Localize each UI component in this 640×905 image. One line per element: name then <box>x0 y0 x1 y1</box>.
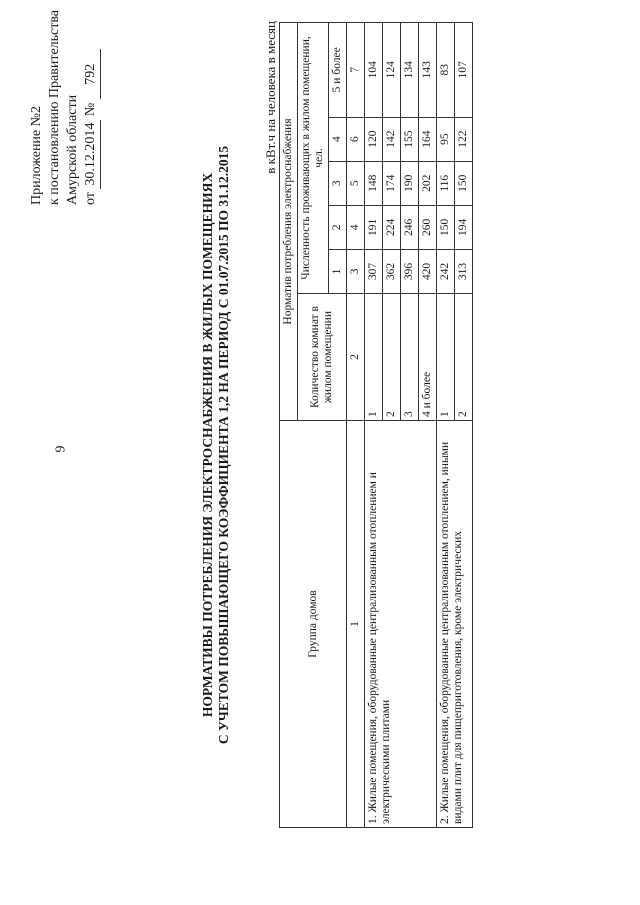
rooms-count: 1 <box>437 294 455 421</box>
table-row <box>437 23 455 828</box>
header-persons-1: 1 <box>329 249 347 293</box>
norm-value: 313 <box>455 249 473 293</box>
page-number: 9 <box>53 445 69 453</box>
norm-value: 134 <box>401 23 419 118</box>
norm-value: 164 <box>419 117 437 161</box>
norm-value: 190 <box>401 161 419 205</box>
norm-value: 148 <box>365 161 383 205</box>
norm-value: 260 <box>419 205 437 249</box>
header-rooms: Количество комнат в жилом помещении <box>298 294 347 421</box>
column-number-4: 4 <box>347 205 365 249</box>
norm-value: 224 <box>383 205 401 249</box>
column-number-7: 7 <box>347 23 365 118</box>
appendix-line-3: Амурской области <box>65 94 80 205</box>
group-name-1: 1. Жилые помещения, оборудованные централизованным отоплением и электрическими плитами <box>365 421 437 828</box>
date-prefix: от <box>83 192 98 205</box>
norm-value: 246 <box>401 205 419 249</box>
norm-value: 95 <box>437 117 455 161</box>
norm-value: 362 <box>383 249 401 293</box>
norm-value: 143 <box>419 23 437 118</box>
appendix-date-line <box>82 5 101 205</box>
appendix-line-1: Приложение №2 <box>29 106 44 205</box>
norm-value: 420 <box>419 249 437 293</box>
header-persons-2: 2 <box>329 205 347 249</box>
rooms-count: 4 и более <box>419 294 437 421</box>
norm-value: 242 <box>437 249 455 293</box>
header-persons-3: 3 <box>329 161 347 205</box>
norm-value: 104 <box>365 23 383 118</box>
appendix-header <box>28 5 101 205</box>
header-persons: Численность проживающих в жилом помещении, чел. <box>298 23 329 294</box>
norm-value: 120 <box>365 117 383 161</box>
header-persons-5: 5 и более <box>329 23 347 118</box>
column-number-6: 6 <box>347 117 365 161</box>
norm-value: 107 <box>455 23 473 118</box>
norm-value: 150 <box>437 205 455 249</box>
header-row-column-numbers <box>347 23 365 828</box>
title-line-1: НОРМАТИВЫ ПОТРЕБЛЕНИЯ ЭЛЕКТРОСНАБЖЕНИЯ В ЖИЛЫХ ПОМЕЩЕНИЯХ <box>200 172 215 718</box>
norms-table-body <box>365 23 473 828</box>
norm-value: 202 <box>419 161 437 205</box>
norm-value: 174 <box>383 161 401 205</box>
header-row-1 <box>280 23 298 828</box>
header-norm: Норматив потребления электроснабжения <box>280 23 298 421</box>
norm-value: 122 <box>455 117 473 161</box>
norm-value: 142 <box>383 117 401 161</box>
group-name-2: 2. Жилые помещения, оборудованные централизованным отоплением, иными видами плит для пищеприготовления, кроме электрических <box>437 421 473 828</box>
norm-value: 191 <box>365 205 383 249</box>
norm-value: 194 <box>455 205 473 249</box>
norm-value: 124 <box>383 23 401 118</box>
rooms-count: 3 <box>401 294 419 421</box>
rooms-count: 2 <box>383 294 401 421</box>
table-row <box>365 23 383 828</box>
norm-value: 116 <box>437 161 455 205</box>
rooms-count: 2 <box>455 294 473 421</box>
norm-value: 83 <box>437 23 455 118</box>
document-title <box>200 125 232 765</box>
norms-table <box>279 22 473 828</box>
norm-value: 396 <box>401 249 419 293</box>
column-number-1: 1 <box>347 421 365 828</box>
title-line-2: С УЧЕТОМ ПОВЫШАЮЩЕГО КОЭФФИЦИЕНТА 1,2 НА ПЕРИОД С 01.07.2015 ПО 31.12.2015 <box>216 145 231 745</box>
resolution-number: 792 <box>82 49 101 99</box>
number-prefix: № <box>83 102 98 117</box>
units-label: в кВт.ч на человека в месяц <box>263 21 278 174</box>
column-number-2: 2 <box>347 294 365 421</box>
column-number-5: 5 <box>347 161 365 205</box>
appendix-line-2: к постановлению Правительства <box>47 9 62 205</box>
rooms-count: 1 <box>365 294 383 421</box>
norm-value: 307 <box>365 249 383 293</box>
norm-value: 150 <box>455 161 473 205</box>
header-group: Группа домов <box>280 421 347 828</box>
resolution-date: 30.12.2014 <box>82 120 101 189</box>
column-number-3: 3 <box>347 249 365 293</box>
norm-value: 155 <box>401 117 419 161</box>
header-persons-4: 4 <box>329 117 347 161</box>
